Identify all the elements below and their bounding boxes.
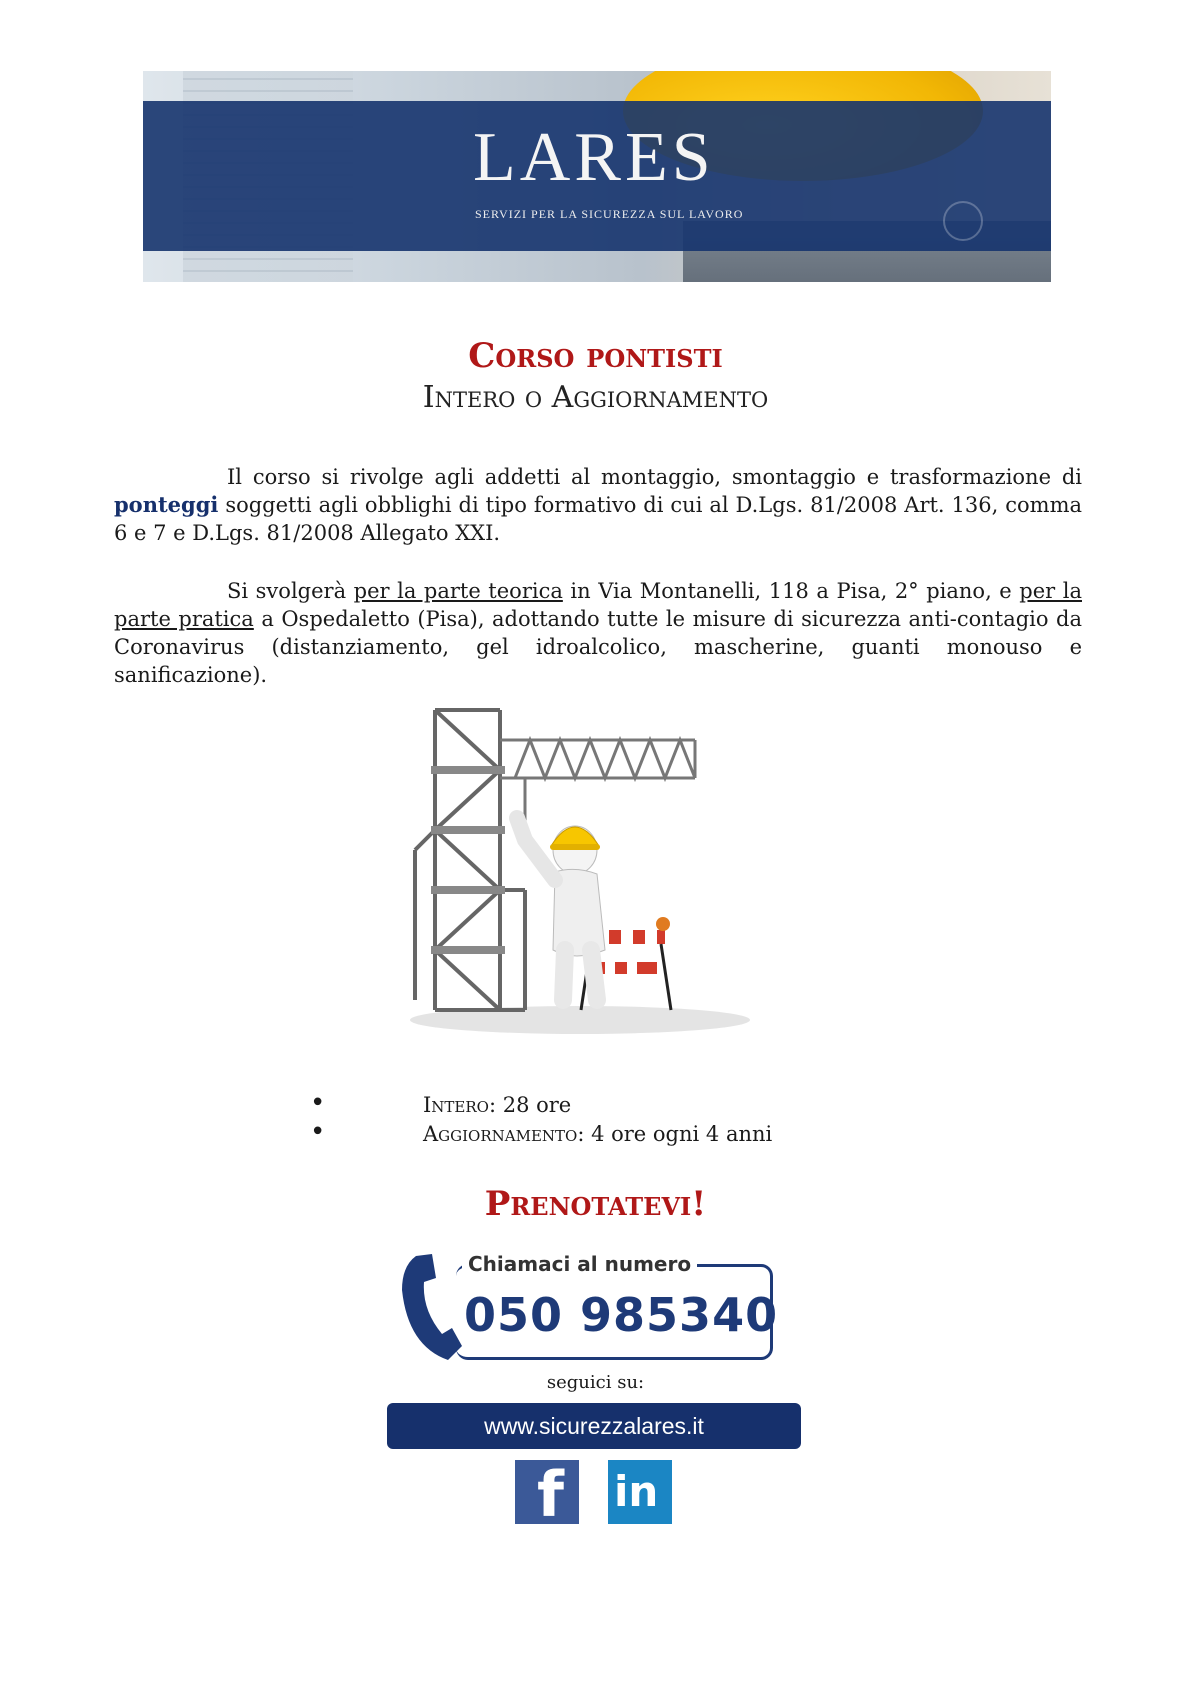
website-link[interactable]: www.sicurezzalares.it: [387, 1403, 801, 1449]
keyword-ponteggi: ponteggi: [114, 492, 219, 517]
practical-part-text: per la parte pratica: [114, 579, 1082, 631]
phone-contact-box[interactable]: [398, 1250, 780, 1368]
booking-call-to-action: Prenotatevi!: [484, 1184, 707, 1224]
page-title: Corso pontisti: [468, 336, 723, 376]
course-location: Si svolgerà per la parte teorica in Via Montanelli, 118 a Pisa, 2° piano, e per la parte pratica a Ospedaletto (Pisa), adottando tutte le misure di sicurezza anti-contagio da Coronavirus (distanziamento, gel idroalcolico, mascherine, guanti monouso e sanificazione).: [114, 579, 1082, 687]
linkedin-icon[interactable]: in: [608, 1460, 672, 1524]
phone-label: Chiamaci al numero: [462, 1252, 697, 1276]
scaffold-worker-illustration: [405, 700, 755, 1040]
phone-handset-icon: [398, 1250, 462, 1368]
facebook-icon[interactable]: f: [515, 1460, 579, 1524]
follow-us-label: seguici su:: [546, 1372, 645, 1393]
theory-part-text: per la parte teorica: [353, 579, 563, 603]
phone-number[interactable]: 050 985340: [464, 1288, 779, 1342]
page-subtitle: Intero o Aggiornamento: [422, 380, 769, 415]
course-description: Il corso si rivolge agli addetti al montaggio, smontaggio e trasformazione di ponteggi soggetti agli obblighi di tipo formativo di cui al D.Lgs. 81/2008 Art. 136, comma 6 e 7 e D.Lgs. 81/2008 Allegato XXI.: [114, 465, 1082, 545]
company-tagline: SERVIZI PER LA SICUREZZA SUL LAVORO: [475, 207, 744, 221]
header-banner: [143, 71, 1051, 282]
company-logo: LARES: [473, 119, 715, 196]
